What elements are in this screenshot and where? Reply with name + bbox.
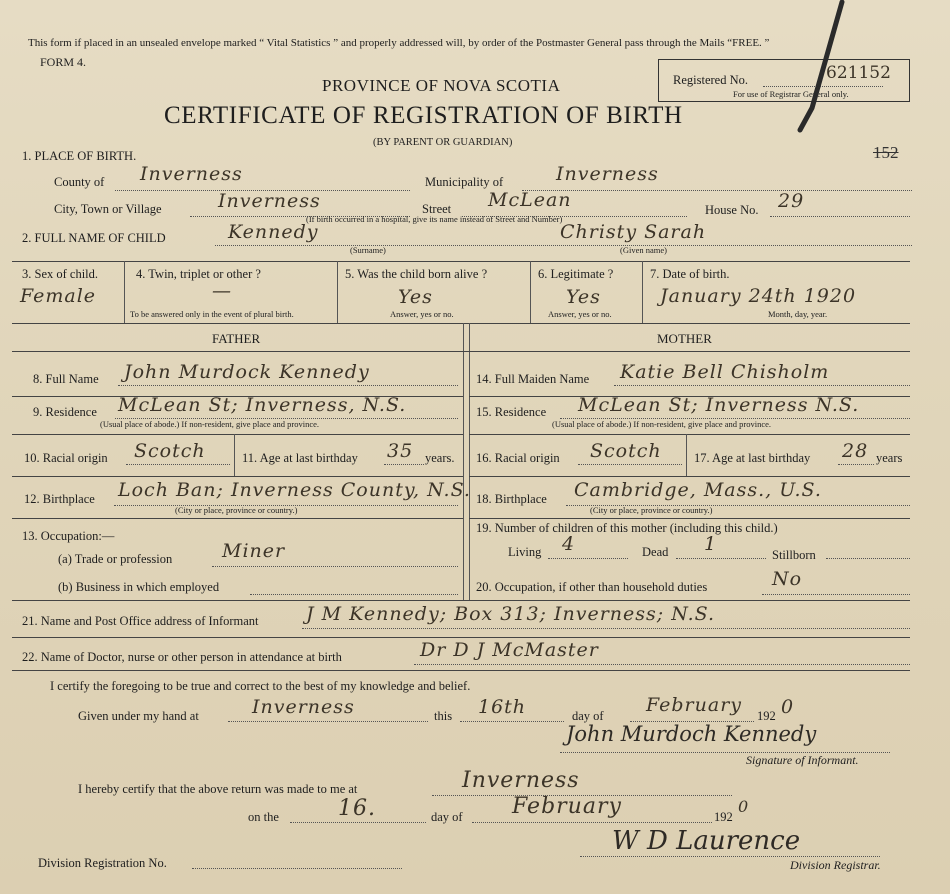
born-alive-value: Yes — [398, 286, 433, 308]
pen-stroke-mark — [790, 0, 850, 135]
certificate-subtitle: (BY PARENT OR GUARDIAN) — [373, 137, 513, 148]
surname-caption: (Surname) — [350, 245, 386, 255]
dead-label: Dead — [642, 545, 669, 559]
on-day-of-label: day of — [431, 810, 463, 824]
born-alive-note: Answer, yes or no. — [390, 309, 454, 319]
father-birthplace-value: Loch Ban; Inverness County, N.S. — [118, 479, 471, 501]
division-registration-label: Division Registration No. — [38, 856, 167, 870]
father-name-value: John Murdock Kennedy — [124, 361, 370, 383]
house-number-label: House No. — [705, 203, 759, 217]
informant-label: 21. Name and Post Office address of Informant — [22, 614, 259, 628]
given-year-suffix: 0 — [781, 696, 795, 718]
on-month-value: February — [512, 794, 622, 819]
doctor-value: Dr D J McMaster — [420, 639, 599, 661]
father-residence-note: (Usual place of abode.) If non-resident, give place and province. — [100, 419, 320, 429]
twin-note: To be answered only in the event of plural birth. — [130, 309, 294, 319]
municipality-label: Municipality of — [425, 175, 504, 189]
mother-age-label: 17. Age at last birthday — [694, 451, 811, 465]
mother-birthplace-label: 18. Birthplace — [476, 492, 547, 506]
on-year-suffix: 0 — [738, 797, 750, 816]
house-number-value: 29 — [778, 190, 805, 212]
hereby-place-value: Inverness — [462, 768, 580, 793]
registered-number-note: For use of Registrar General only. — [733, 89, 849, 99]
father-racial-value: Scotch — [134, 440, 206, 462]
given-name-caption: (Given name) — [620, 245, 667, 255]
mother-birthplace-value: Cambridge, Mass., U.S. — [574, 479, 822, 501]
father-residence-value: McLean St; Inverness, N.S. — [118, 394, 407, 416]
mailing-notice: This form if placed in an unsealed envelope marked “ Vital Statistics ” and properly addressed will, by order of the Postmaster General pass through the Mails “FREE. ” — [28, 37, 770, 49]
father-age-label: 11. Age at last birthday — [242, 451, 358, 465]
informant-value: J M Kennedy; Box 313; Inverness; N.S. — [306, 603, 716, 625]
mother-birthplace-note: (City or place, province or country.) — [590, 505, 713, 515]
province-heading: PROVINCE OF NOVA SCOTIA — [322, 76, 561, 95]
hospital-note: (If birth occurred in a hospital, give its name instead of Street and Number) — [306, 214, 563, 224]
father-age-value: 35 — [387, 440, 414, 462]
legitimate-label: 6. Legitimate ? — [538, 267, 614, 281]
mother-residence-value: McLean St; Inverness N.S. — [578, 394, 860, 416]
twin-label: 4. Twin, triplet or other ? — [136, 267, 261, 281]
mother-heading: MOTHER — [657, 331, 712, 346]
street-label: Street — [422, 202, 452, 216]
informant-signature: John Murdoch Kennedy — [566, 722, 817, 746]
sex-value: Female — [20, 285, 97, 307]
registered-number-label: Registered No. — [673, 73, 748, 87]
mother-name-label: 14. Full Maiden Name — [476, 372, 590, 386]
sex-label: 3. Sex of child. — [22, 267, 99, 281]
certificate-title: CERTIFICATE OF REGISTRATION OF BIRTH — [164, 102, 683, 129]
child-given-name-value: Christy Sarah — [560, 221, 707, 243]
place-of-birth-heading: 1. PLACE OF BIRTH. — [22, 149, 137, 163]
given-year-prefix: 192 — [757, 709, 776, 723]
city-value: Inverness — [218, 190, 321, 212]
registrar-signature: W D Laurence — [612, 826, 801, 856]
county-label: County of — [54, 175, 105, 189]
date-of-birth-note: Month, day, year. — [768, 309, 828, 319]
father-age-unit: years. — [425, 451, 455, 465]
hereby-certify-text: I hereby certify that the above return was made to me at — [78, 782, 358, 796]
street-value: McLean — [488, 189, 572, 211]
father-occupation-label: 13. Occupation:— — [22, 529, 115, 543]
given-place-value: Inverness — [252, 696, 355, 718]
legitimate-value: Yes — [566, 286, 601, 308]
mother-name-value: Katie Bell Chisholm — [620, 361, 830, 383]
given-under-label: Given under my hand at — [78, 709, 199, 723]
mother-residence-label: 15. Residence — [476, 405, 547, 419]
mother-occupation-label: 20. Occupation, if other than household duties — [476, 580, 708, 594]
father-residence-label: 9. Residence — [33, 405, 97, 419]
corner-number: 152 — [873, 143, 899, 162]
on-year-prefix: 192 — [714, 810, 733, 824]
father-birthplace-label: 12. Birthplace — [24, 492, 95, 506]
registered-number-value: 621152 — [826, 63, 891, 83]
living-label: Living — [508, 545, 542, 559]
stillborn-label: Stillborn — [772, 548, 816, 562]
certify-text: I certify the foregoing to be true and correct to the best of my knowledge and belief. — [50, 679, 471, 693]
doctor-label: 22. Name of Doctor, nurse or other person in attendance at birth — [22, 650, 342, 664]
father-trade-label: (a) Trade or profession — [58, 552, 173, 566]
legitimate-note: Answer, yes or no. — [548, 309, 612, 319]
father-name-label: 8. Full Name — [33, 372, 99, 386]
signature-caption: Signature of Informant. — [746, 753, 859, 767]
date-of-birth-value: January 24th 1920 — [660, 285, 857, 307]
given-day-value: 16th — [478, 696, 527, 718]
child-name-label: 2. FULL NAME OF CHILD — [22, 231, 166, 245]
on-day-value: 16. — [338, 796, 376, 821]
date-of-birth-label: 7. Date of birth. — [650, 267, 730, 281]
father-trade-value: Miner — [222, 540, 286, 562]
given-day-of-label: day of — [572, 709, 604, 723]
county-value: Inverness — [140, 163, 243, 185]
father-birthplace-note: (City or place, province or country.) — [175, 505, 298, 515]
given-month-value: February — [646, 694, 743, 716]
mother-residence-note: (Usual place of abode.) If non-resident, give place and province. — [552, 419, 772, 429]
living-value: 4 — [562, 533, 576, 555]
municipality-value: Inverness — [556, 163, 659, 185]
mother-occupation-value: No — [772, 568, 803, 590]
father-business-label: (b) Business in which employed — [58, 580, 220, 594]
father-heading: FATHER — [212, 331, 261, 346]
city-label: City, Town or Village — [54, 202, 162, 216]
mother-children-label: 19. Number of children of this mother (including this child.) — [476, 521, 778, 535]
twin-value: — — [212, 280, 232, 302]
this-label: this — [434, 709, 453, 723]
on-the-label: on the — [248, 810, 279, 824]
mother-racial-value: Scotch — [590, 440, 662, 462]
mother-racial-label: 16. Racial origin — [476, 451, 560, 465]
father-racial-label: 10. Racial origin — [24, 451, 108, 465]
born-alive-label: 5. Was the child born alive ? — [345, 267, 488, 281]
child-surname-value: Kennedy — [228, 221, 319, 243]
registrar-caption: Division Registrar. — [790, 858, 881, 872]
form-number: FORM 4. — [40, 55, 87, 69]
mother-age-value: 28 — [842, 440, 869, 462]
dead-value: 1 — [704, 533, 718, 555]
mother-age-unit: years — [876, 451, 903, 465]
